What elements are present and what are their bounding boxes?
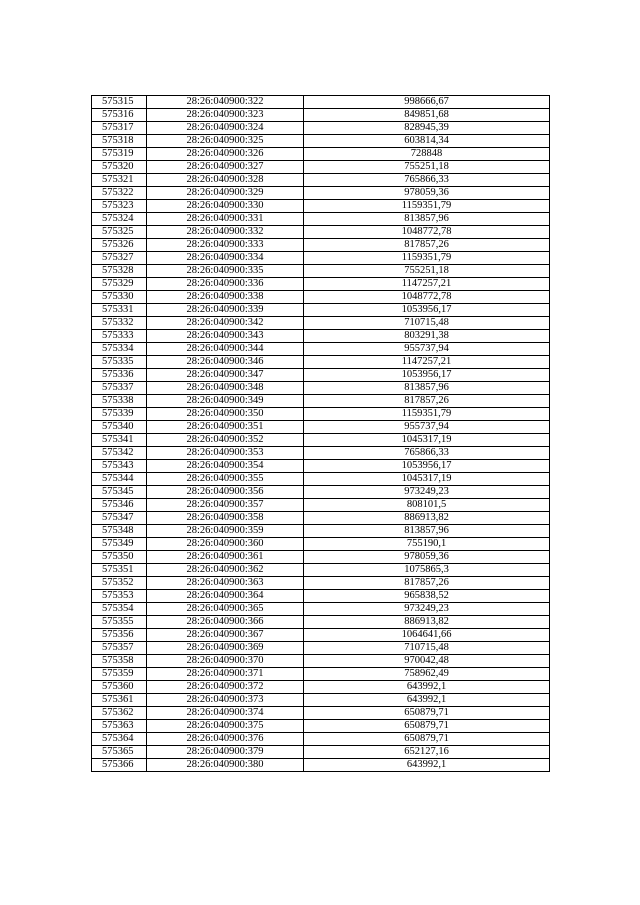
cadastral-value-cell: 998666,67	[304, 96, 550, 109]
cadastral-number-cell: 28:26:040900:343	[147, 330, 304, 343]
cadastral-number-cell: 28:26:040900:349	[147, 395, 304, 408]
cadastral-value-cell: 758962,49	[304, 668, 550, 681]
row-number-cell: 575343	[92, 460, 147, 473]
row-number-cell: 575352	[92, 577, 147, 590]
row-number-cell: 575362	[92, 707, 147, 720]
cadastral-value-cell: 973249,23	[304, 603, 550, 616]
table-row	[92, 720, 550, 733]
cadastral-number-cell: 28:26:040900:327	[147, 161, 304, 174]
row-number-cell: 575332	[92, 317, 147, 330]
row-number-cell: 575329	[92, 278, 147, 291]
cadastral-number-cell: 28:26:040900:357	[147, 499, 304, 512]
table-row	[92, 629, 550, 642]
table-row	[92, 278, 550, 291]
row-number-cell: 575361	[92, 694, 147, 707]
row-number-cell: 575334	[92, 343, 147, 356]
cadastral-number-cell: 28:26:040900:363	[147, 577, 304, 590]
row-number-cell: 575331	[92, 304, 147, 317]
row-number-cell: 575326	[92, 239, 147, 252]
cadastral-number-cell: 28:26:040900:339	[147, 304, 304, 317]
table-row	[92, 525, 550, 538]
table-row	[92, 577, 550, 590]
row-number-cell: 575323	[92, 200, 147, 213]
row-number-cell: 575325	[92, 226, 147, 239]
cadastral-value-cell: 643992,1	[304, 694, 550, 707]
table-row	[92, 447, 550, 460]
row-number-cell: 575356	[92, 629, 147, 642]
table-row	[92, 408, 550, 421]
cadastral-value-cell: 643992,1	[304, 681, 550, 694]
table-row	[92, 421, 550, 434]
row-number-cell: 575328	[92, 265, 147, 278]
row-number-cell: 575349	[92, 538, 147, 551]
table-row	[92, 616, 550, 629]
table-row	[92, 538, 550, 551]
row-number-cell: 575316	[92, 109, 147, 122]
cadastral-number-cell: 28:26:040900:351	[147, 421, 304, 434]
cadastral-number-cell: 28:26:040900:358	[147, 512, 304, 525]
cadastral-value-cell: 650879,71	[304, 733, 550, 746]
cadastral-number-cell: 28:26:040900:372	[147, 681, 304, 694]
row-number-cell: 575327	[92, 252, 147, 265]
table-row	[92, 343, 550, 356]
row-number-cell: 575342	[92, 447, 147, 460]
table-row	[92, 499, 550, 512]
cadastral-value-cell: 710715,48	[304, 642, 550, 655]
cadastral-number-cell: 28:26:040900:367	[147, 629, 304, 642]
cadastral-value-cell: 755251,18	[304, 161, 550, 174]
row-number-cell: 575364	[92, 733, 147, 746]
row-number-cell: 575353	[92, 590, 147, 603]
cadastral-value-cell: 978059,36	[304, 551, 550, 564]
cadastral-value-cell: 755251,18	[304, 265, 550, 278]
table-row	[92, 395, 550, 408]
table-row	[92, 291, 550, 304]
row-number-cell: 575322	[92, 187, 147, 200]
cadastral-number-cell: 28:26:040900:347	[147, 369, 304, 382]
table-row	[92, 239, 550, 252]
cadastral-number-cell: 28:26:040900:366	[147, 616, 304, 629]
table-row	[92, 382, 550, 395]
cadastral-value-cell: 1045317,19	[304, 473, 550, 486]
table-row	[92, 512, 550, 525]
table-row	[92, 317, 550, 330]
table-row	[92, 200, 550, 213]
cadastral-number-cell: 28:26:040900:324	[147, 122, 304, 135]
cadastral-value-cell: 1048772,78	[304, 291, 550, 304]
cadastral-number-cell: 28:26:040900:346	[147, 356, 304, 369]
table-row	[92, 473, 550, 486]
cadastral-number-cell: 28:26:040900:338	[147, 291, 304, 304]
cadastral-number-cell: 28:26:040900:360	[147, 538, 304, 551]
cadastral-value-cell: 643992,1	[304, 759, 550, 772]
cadastral-value-cell: 817857,26	[304, 577, 550, 590]
table-row	[92, 642, 550, 655]
cadastral-number-cell: 28:26:040900:371	[147, 668, 304, 681]
table-body	[92, 96, 550, 772]
table-row	[92, 590, 550, 603]
cadastral-number-cell: 28:26:040900:370	[147, 655, 304, 668]
table-row	[92, 226, 550, 239]
cadastral-value-cell: 710715,48	[304, 317, 550, 330]
table-row	[92, 733, 550, 746]
cadastral-value-cell: 849851,68	[304, 109, 550, 122]
row-number-cell: 575363	[92, 720, 147, 733]
cadastral-number-cell: 28:26:040900:328	[147, 174, 304, 187]
cadastral-number-cell: 28:26:040900:373	[147, 694, 304, 707]
cadastral-value-cell: 813857,96	[304, 213, 550, 226]
cadastral-number-cell: 28:26:040900:356	[147, 486, 304, 499]
cadastral-value-cell: 1053956,17	[304, 369, 550, 382]
row-number-cell: 575338	[92, 395, 147, 408]
cadastral-value-cell: 603814,34	[304, 135, 550, 148]
cadastral-value-cell: 965838,52	[304, 590, 550, 603]
cadastral-value-cell: 813857,96	[304, 382, 550, 395]
table-row	[92, 668, 550, 681]
table-row	[92, 252, 550, 265]
cadastral-value-table	[91, 95, 550, 772]
row-number-cell: 575319	[92, 148, 147, 161]
cadastral-number-cell: 28:26:040900:359	[147, 525, 304, 538]
row-number-cell: 575358	[92, 655, 147, 668]
table-row	[92, 96, 550, 109]
cadastral-number-cell: 28:26:040900:348	[147, 382, 304, 395]
table-row	[92, 707, 550, 720]
cadastral-number-cell: 28:26:040900:323	[147, 109, 304, 122]
cadastral-value-cell: 1159351,79	[304, 200, 550, 213]
cadastral-value-cell: 1147257,21	[304, 356, 550, 369]
cadastral-number-cell: 28:26:040900:329	[147, 187, 304, 200]
cadastral-number-cell: 28:26:040900:361	[147, 551, 304, 564]
cadastral-value-cell: 817857,26	[304, 239, 550, 252]
row-number-cell: 575324	[92, 213, 147, 226]
cadastral-value-cell: 765866,33	[304, 447, 550, 460]
row-number-cell: 575350	[92, 551, 147, 564]
row-number-cell: 575344	[92, 473, 147, 486]
cadastral-number-cell: 28:26:040900:331	[147, 213, 304, 226]
row-number-cell: 575345	[92, 486, 147, 499]
cadastral-number-cell: 28:26:040900:342	[147, 317, 304, 330]
row-number-cell: 575340	[92, 421, 147, 434]
row-number-cell: 575339	[92, 408, 147, 421]
table-row	[92, 694, 550, 707]
table-row	[92, 369, 550, 382]
cadastral-number-cell: 28:26:040900:380	[147, 759, 304, 772]
cadastral-value-cell: 755190,1	[304, 538, 550, 551]
row-number-cell: 575351	[92, 564, 147, 577]
cadastral-number-cell: 28:26:040900:354	[147, 460, 304, 473]
cadastral-value-cell: 1159351,79	[304, 408, 550, 421]
row-number-cell: 575357	[92, 642, 147, 655]
table-row	[92, 460, 550, 473]
cadastral-value-cell: 973249,23	[304, 486, 550, 499]
table-row	[92, 109, 550, 122]
cadastral-value-cell: 1045317,19	[304, 434, 550, 447]
cadastral-value-cell: 955737,94	[304, 343, 550, 356]
cadastral-value-cell: 978059,36	[304, 187, 550, 200]
cadastral-value-cell: 728848	[304, 148, 550, 161]
row-number-cell: 575366	[92, 759, 147, 772]
row-number-cell: 575360	[92, 681, 147, 694]
cadastral-number-cell: 28:26:040900:365	[147, 603, 304, 616]
cadastral-number-cell: 28:26:040900:322	[147, 96, 304, 109]
row-number-cell: 575317	[92, 122, 147, 135]
cadastral-value-cell: 650879,71	[304, 707, 550, 720]
table-row	[92, 148, 550, 161]
cadastral-number-cell: 28:26:040900:379	[147, 746, 304, 759]
table-row	[92, 486, 550, 499]
row-number-cell: 575318	[92, 135, 147, 148]
cadastral-number-cell: 28:26:040900:375	[147, 720, 304, 733]
cadastral-value-cell: 808101,5	[304, 499, 550, 512]
cadastral-number-cell: 28:26:040900:336	[147, 278, 304, 291]
cadastral-value-cell: 650879,71	[304, 720, 550, 733]
cadastral-number-cell: 28:26:040900:326	[147, 148, 304, 161]
cadastral-value-cell: 886913,82	[304, 512, 550, 525]
row-number-cell: 575330	[92, 291, 147, 304]
cadastral-number-cell: 28:26:040900:374	[147, 707, 304, 720]
row-number-cell: 575355	[92, 616, 147, 629]
cadastral-number-cell: 28:26:040900:376	[147, 733, 304, 746]
row-number-cell: 575333	[92, 330, 147, 343]
cadastral-number-cell: 28:26:040900:352	[147, 434, 304, 447]
row-number-cell: 575341	[92, 434, 147, 447]
table-row	[92, 135, 550, 148]
table-row	[92, 265, 550, 278]
row-number-cell: 575354	[92, 603, 147, 616]
cadastral-value-cell: 1048772,78	[304, 226, 550, 239]
row-number-cell: 575335	[92, 356, 147, 369]
cadastral-value-cell: 803291,38	[304, 330, 550, 343]
table-row	[92, 759, 550, 772]
cadastral-number-cell: 28:26:040900:334	[147, 252, 304, 265]
table-row	[92, 681, 550, 694]
table-row	[92, 551, 550, 564]
table-row	[92, 603, 550, 616]
cadastral-number-cell: 28:26:040900:369	[147, 642, 304, 655]
row-number-cell: 575336	[92, 369, 147, 382]
row-number-cell: 575315	[92, 96, 147, 109]
row-number-cell: 575365	[92, 746, 147, 759]
table-row	[92, 330, 550, 343]
cadastral-value-cell: 817857,26	[304, 395, 550, 408]
cadastral-value-cell: 828945,39	[304, 122, 550, 135]
table-row	[92, 434, 550, 447]
cadastral-number-cell: 28:26:040900:364	[147, 590, 304, 603]
cadastral-number-cell: 28:26:040900:325	[147, 135, 304, 148]
cadastral-value-cell: 1159351,79	[304, 252, 550, 265]
table-row	[92, 655, 550, 668]
cadastral-number-cell: 28:26:040900:350	[147, 408, 304, 421]
cadastral-number-cell: 28:26:040900:330	[147, 200, 304, 213]
cadastral-value-cell: 1053956,17	[304, 304, 550, 317]
cadastral-number-cell: 28:26:040900:333	[147, 239, 304, 252]
cadastral-value-cell: 970042,48	[304, 655, 550, 668]
cadastral-value-cell: 1075865,3	[304, 564, 550, 577]
cadastral-number-cell: 28:26:040900:335	[147, 265, 304, 278]
cadastral-value-cell: 1147257,21	[304, 278, 550, 291]
table-row	[92, 122, 550, 135]
table-row	[92, 746, 550, 759]
row-number-cell: 575346	[92, 499, 147, 512]
row-number-cell: 575337	[92, 382, 147, 395]
cadastral-number-cell: 28:26:040900:344	[147, 343, 304, 356]
table-row	[92, 356, 550, 369]
cadastral-value-cell: 765866,33	[304, 174, 550, 187]
cadastral-value-cell: 886913,82	[304, 616, 550, 629]
cadastral-value-cell: 813857,96	[304, 525, 550, 538]
cadastral-number-cell: 28:26:040900:362	[147, 564, 304, 577]
row-number-cell: 575320	[92, 161, 147, 174]
cadastral-value-cell: 652127,16	[304, 746, 550, 759]
cadastral-value-cell: 1064641,66	[304, 629, 550, 642]
row-number-cell: 575348	[92, 525, 147, 538]
cadastral-number-cell: 28:26:040900:332	[147, 226, 304, 239]
table-row	[92, 174, 550, 187]
table-row	[92, 564, 550, 577]
row-number-cell: 575359	[92, 668, 147, 681]
cadastral-number-cell: 28:26:040900:353	[147, 447, 304, 460]
cadastral-number-cell: 28:26:040900:355	[147, 473, 304, 486]
row-number-cell: 575321	[92, 174, 147, 187]
table-row	[92, 304, 550, 317]
table-row	[92, 187, 550, 200]
row-number-cell: 575347	[92, 512, 147, 525]
table-row	[92, 213, 550, 226]
cadastral-value-cell: 1053956,17	[304, 460, 550, 473]
cadastral-value-cell: 955737,94	[304, 421, 550, 434]
table-row	[92, 161, 550, 174]
